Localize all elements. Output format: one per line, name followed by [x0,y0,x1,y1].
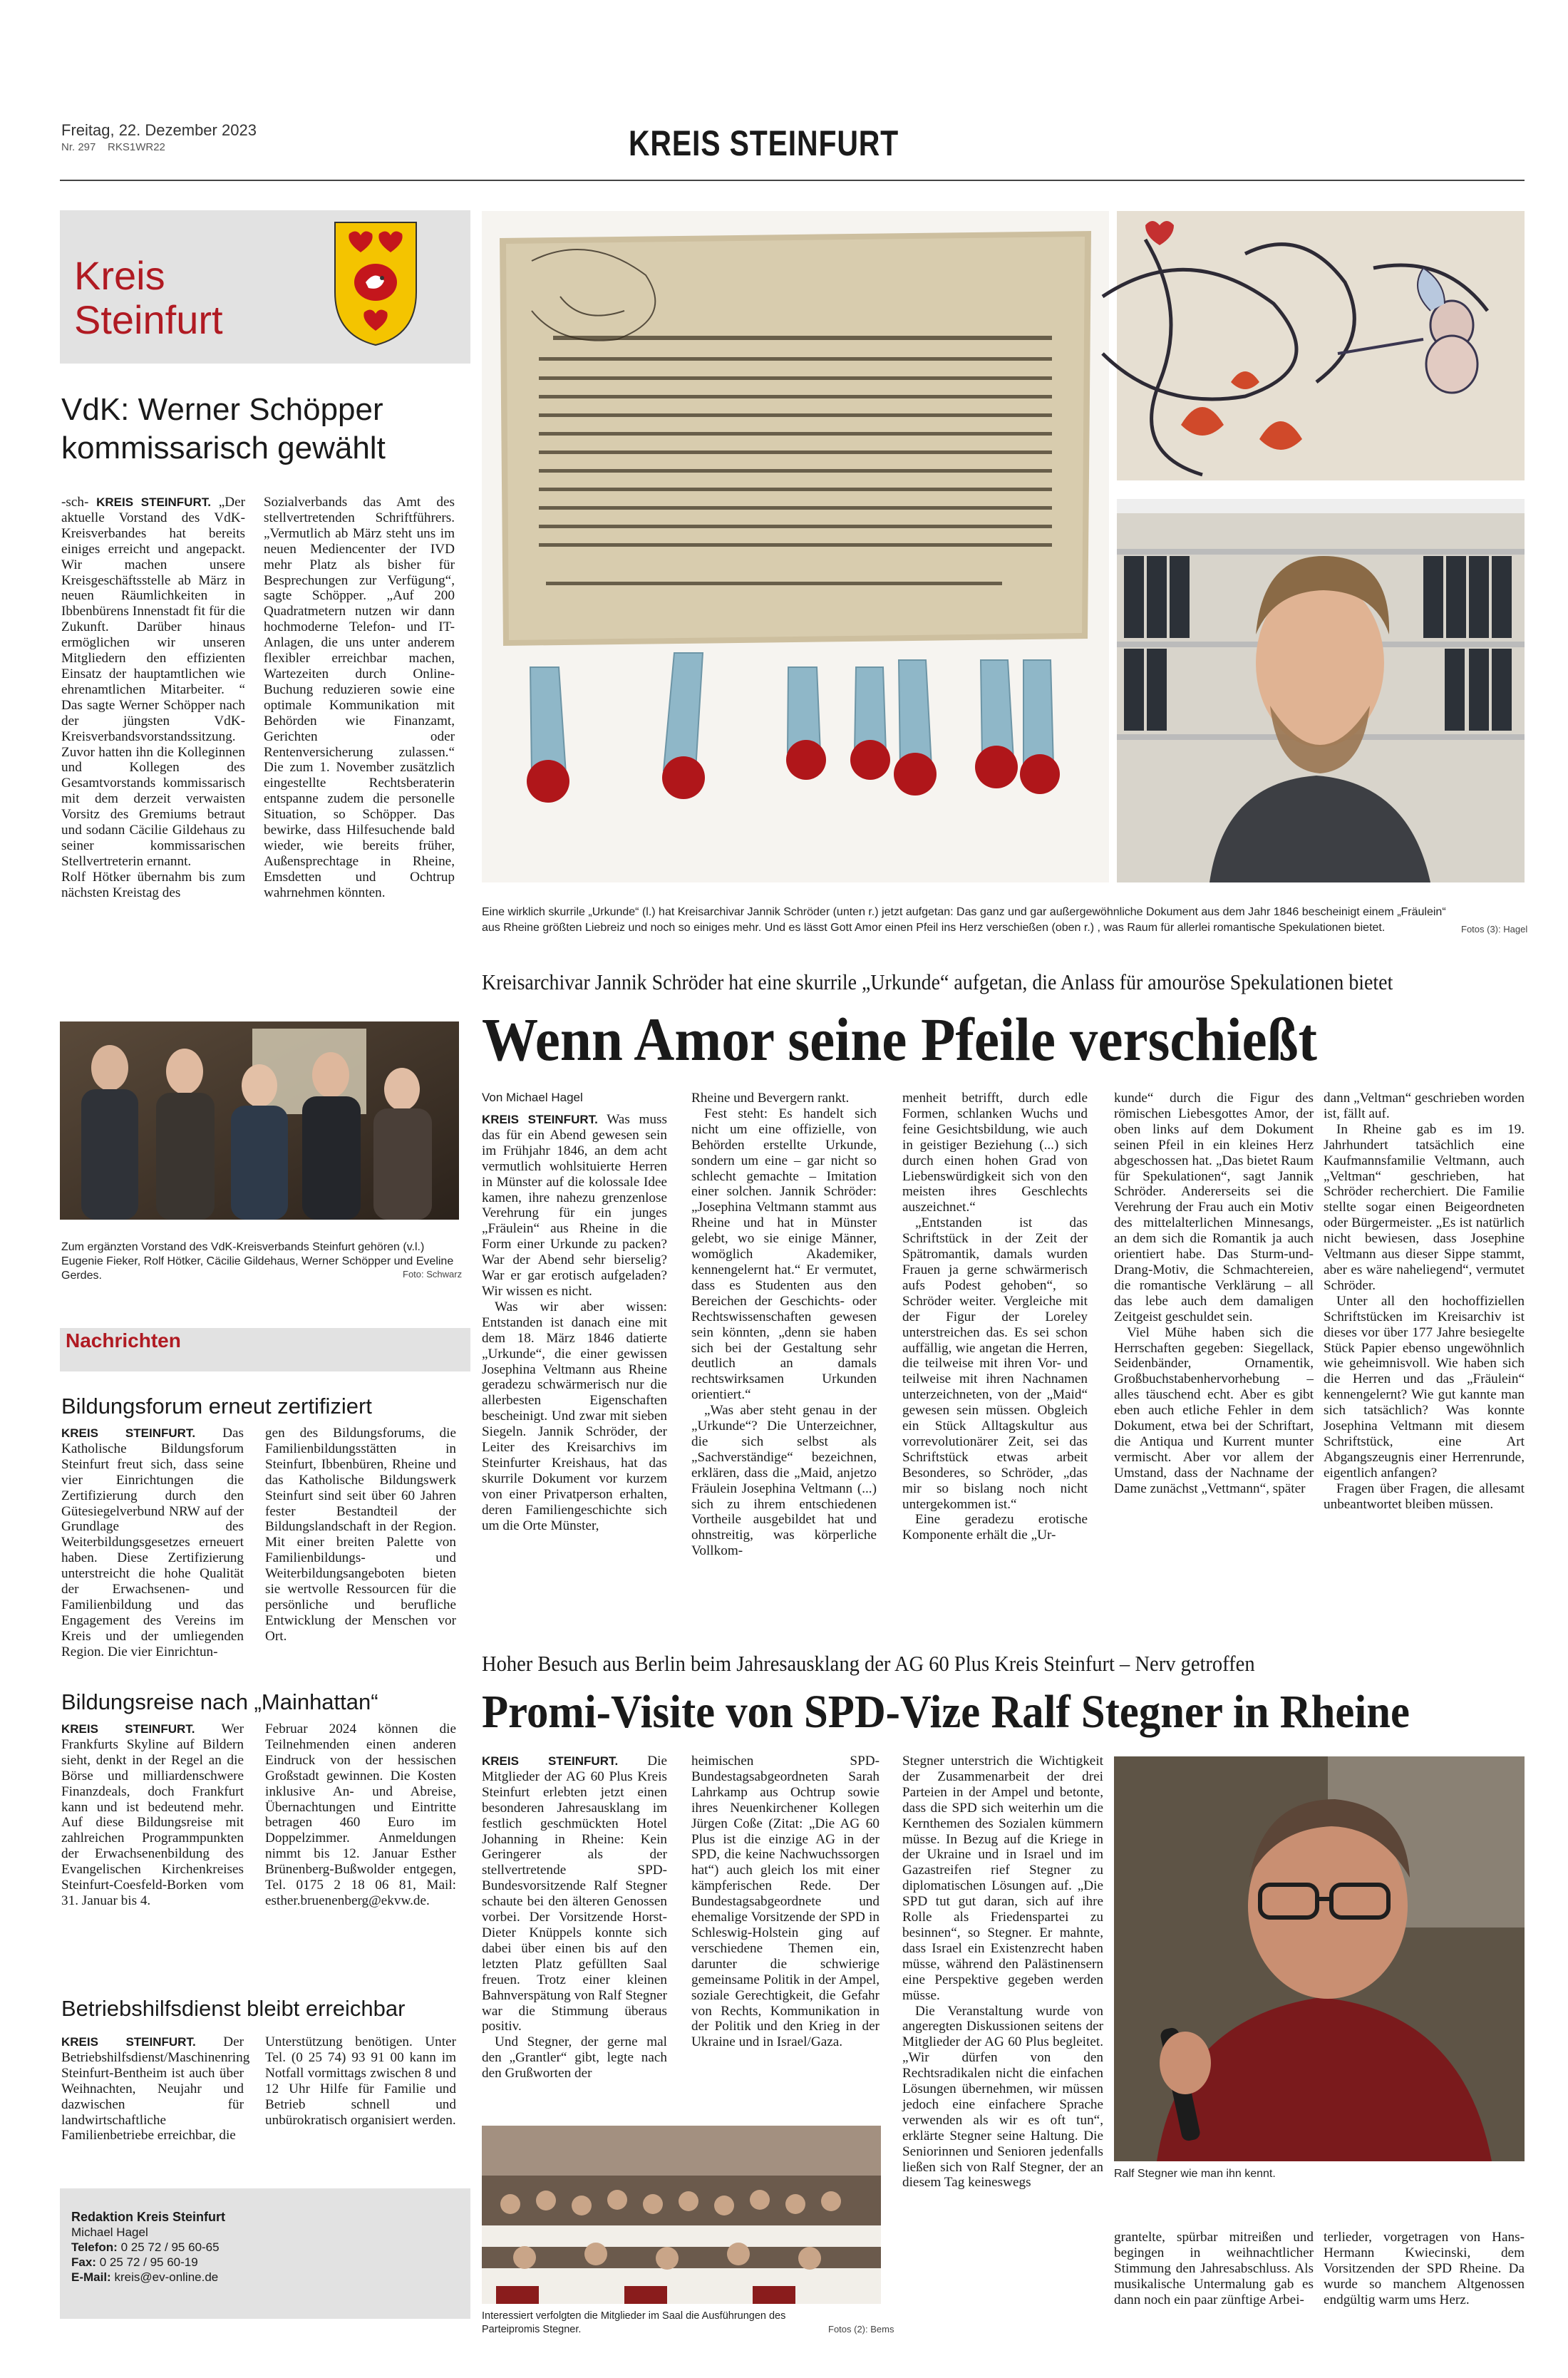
news-2-col-2 [265,1721,456,1908]
news-2-col-1 [61,1721,244,1908]
amor-detail-photo [1117,211,1525,480]
main-col-5 [1324,1091,1525,1512]
paragraph: -sch- KREIS STEINFURT. „Der aktuelle Vorstand des VdK-Kreisverbandes hat bereits einiges erreicht und angepackt. Wir machen unsere Kreisgeschäftsstelle ab März in neuen Räumlichkeiten in Ibbenbürens Innenstadt fit für die Zukunft. Darüber hinaus ermöglichen wir unseren Mitgliedern den effizienten Einsatz der hauptamtlichen wie ehrenamtlichen Mitarbeiter. “ Das sagte Werner Schöpper nach der jüngsten VdK-Kreisverbandsvorstandssitzung. Zuvor hatten ihn die Kolleginnen und Kollegen des Gesamtvorstands kommissarisch mit dem derzeit verwaisten Vorsitz des Gremiums betraut und sodann Cäcilie Gildehaus zu seiner kommissarischen Stellvertreterin ernannt. Rolf Hötker übernahm bis zum nächsten Kreistag des [61,495,245,900]
dateline: KREIS STEINFURT. [61,1426,196,1440]
main-headline: Wenn Amor seine Pfeile verschießt [482,1005,1317,1074]
contact-phone-key: Telefon: [71,2240,118,2254]
body-text [61,1721,244,1909]
main-photo-credit: Fotos (3): Hagel [1461,924,1528,935]
paragraph: Rheine und Bevergern rankt. [691,1091,850,1106]
paragraph: „Entstanden ist das Schriftstück in der Zeit der Spätromantik, damals wurden Frauen ja gerne schwärmerisch aufs Podest gehoben“, so Schröder weiter. Vergleiche mit der Figur der Loreley unterstreichen das. Es sei schon auffällig, wie angetan die Herren, die teilweise mit ihren Vor- und teilweise mit ihren Nachnamen unterzeichneten, von der „Maid“ gewesen sein müssen. Obgleich ein Stück Alltagskultur aus vorrevolutionärer Zeit, sei das Schriftstück etwas arbeit Besonderes, so Schröder, „das mir so bislang noch nicht untergekommen ist.“ [902,1215,1088,1512]
contact-fax [71,2255,225,2270]
body-text [691,1754,880,2050]
paragraph: Viel Mühe haben sich die Herrschaften gegeben: Siegellack, Seidenbänder, Ornamentik, Großbuchstabenhervorhebung – alles täuschend echt. Aber es gibt eben auch etliche Fehler in dem Dokument, etwa bei der Schriftart, die Antiqua und Kurrent munter vermischt. Aber vor allem der Umstand, dass der Nachname der Dame zunächst „Vettmann“, später [1114,1324,1314,1496]
paragraph: dann „Veltman“ geschrieben worden ist, fällt auf. [1324,1091,1525,1121]
body-text [264,495,455,901]
main-byline: Von Michael Hagel [482,1091,583,1104]
stegner-caption: Ralf Stegner wie man ihn kennt. [1114,2168,1276,2180]
body-text [265,1426,456,1644]
contact-fax-value: 0 25 72 / 95 60-19 [99,2255,198,2269]
second-col-5 [1324,2230,1525,2330]
dateline: KREIS STEINFURT. [61,2035,196,2049]
region-title [74,254,223,342]
body-text [1114,1091,1314,1497]
paragraph: KREIS STEINFURT. Was muss das für ein Abend gewesen sein im Frühjahr 1846, an dem acht vermutlich wohlsituierte Herren in Münster auf die kolossale Idee kamen, ihre nahezu grenzenlose Verehrung für ein junges „Fräulein“ aus Rheine in die Form einer Urkunde zu packen? War der Abend sehr bierselig? War er gar erotisch aufgeladen? Wir wissen es nicht. [482,1112,667,1299]
body-text [265,1721,456,1909]
main-col-2 [691,1091,877,1559]
region-title-line-2: Steinfurt [74,297,223,342]
body-text [265,2034,456,2128]
vdk-headline: VdK: Werner Schöpper kommissarisch gewählt [61,392,386,465]
section-title: KREIS STEINFURT [629,123,899,163]
paragraph: Unterstützung benötigen. Unter Tel. (0 25 74) 93 91 00 kann im Notfall vormittags zwischen 8 und 12 Uhr Hilfe für Familie und Betrieb schnell und unbürokratisch organisiert werden. [265,2034,456,2128]
second-col-4 [1114,2230,1314,2330]
news-2-headline: Bildungsreise nach „Mainhattan“ [61,1689,378,1714]
second-col-1 [482,1754,667,2124]
contact-email-value[interactable]: kreis@ev-online.de [114,2270,219,2284]
paragraph: KREIS STEINFURT. Wer Frankfurts Skyline auf Bildern sieht, denkt in der Regel an die Börse und milliardenschwere Finanzdeals, doch Frankfurt kann und ist bedeutend mehr. Auf diese Bildungsreise mit zahlreichen Programmpunkten der Erwachsenenbildung des Evangelischen Kirchenkreises Steinfurt-Coesfeld-Borken vom 31. Januar bis 4. [61,1721,244,1908]
news-1-headline: Bildungsforum erneut zertifiziert [61,1394,372,1419]
contact-title: Redaktion Kreis Steinfurt [71,2210,226,2224]
vdk-group-photo [60,1021,459,1220]
news-1-col-1 [61,1426,244,1659]
paragraph: menheit betrifft, durch edle Formen, schlanken Wuchs und feine Gesichtsbildung, wie auch in geistiger Beziehung (...) sich durch einen hohen Grad von Liebenswürdigkeit sich von den meisten ihres Geschlechts auszeichnet.“ [902,1091,1088,1215]
paragraph: heimischen SPD-Bundestagsabgeordneten Sarah Lahrkamp aus Ochtrup sowie ihres Neuenkirchener Kollegen Jürgen Coße (Zitat: „Die AG 60 Plus ist die einzige AG in der SPD, die keine Nachwuchssorgen hat“) auch gleich los mit einer kämpferischen Rede. Der Bundestagsabgeordnete und ehemalige Vorsitzende der SPD in Schleswig-Holstein ging auf verschiedene Themen ein, darunter die schwierige gemeinsame Politik in der Ampel, soziale Gerechtigkeit, die Gefahr von Rechts, Kommunikation in der Politik und den Krieg in der Ukraine und in Israel/Gaza. [691,1754,880,2050]
paragraph: Fragen über Fragen, die allesamt unbeantwortet bleiben müssen. [1324,1481,1525,1512]
paragraph: Sozialverbands das Amt des stellvertretenden Schriftführers. „Vermutlich ab März steht uns im neuen Mediencenter der IVD mehr Platz als bisher für Besprechungen zur Verfügung“, sagte Schöpper. „Auf 200 Quadratmetern nutzen wir dann hochmoderne Telefon- und IT-Anlagen, die uns unter anderem flexibler erreichbar machen, Wartezeiten durch Online-Buchung reduzieren sowie eine optimale Kommunikation mit Behörden wie Finanzamt, Gerichten oder Rentenversicherung zulassen.“ Die zum 1. November zusätzlich eingestellte Rechtsberaterin entspanne zudem die personelle Situation, so Schöpper. Das bewirke, dass Hilfesuchende bald wieder, wie bereits früher, Außensprechtage in Rheine, Emsdetten und Ochtrup wahrnehmen könnten. [264,495,455,900]
body-text [482,1754,667,2081]
hall-photo [482,2126,881,2304]
contact-info [71,2210,225,2285]
issue-number: Nr. 297 RKS1WR22 [61,141,165,153]
news-3-col-1 [61,2034,250,2156]
coat-of-arms-icon [334,221,418,346]
paragraph: kunde“ durch die Figur des römischen Liebesgottes Amor, der oben links auf dem Dokument seinen Pfeil in ein kleines Herz abgeschossen hat. „Das bietet Raum für Spekulationen“, sagt Jannik Schröder. Andererseits sei die Verehrung der Frau auch ein Motiv des mittelalterlichen Minnesangs, an dem sich die Romantik ja auch orientiert habe. Das Sturm-und-Drang-Motiv, die Schmachtereien, die romantische Verklärung – all das lebe auch dem damaligen Zeitgeist geschuldet sein. [1114,1091,1314,1324]
body-text [61,1426,244,1660]
paragraph: Februar 2024 können die Teilnehmenden einen anderen Eindruck von der hessischen Großstadt gewinnen. Die Kosten inklusive An- und Abreise, Übernachtungen und Eintritte betragen 460 Euro im Doppelzimmer. Anmeldungen nimmt bis 12. Januar Esther Brünenberg-Bußwolder entgegen, Tel. 0175 2 18 06 81, Mail: esther.bruenenberg@ekvw.de. [265,1721,456,1908]
main-col-1 [482,1112,667,1533]
dateline: KREIS STEINFURT. [482,1113,598,1126]
body-text [1114,2230,1314,2308]
dateline: KREIS STEINFURT. [482,1754,619,1768]
paragraph: In Rheine gab es im 19. Jahrhundert tatsächlich eine Kaufmannsfamilie Veltmann, auch „Veltman“ geschrieben, hat Schröder recherchiert. Die Familie stellte sogar einen Beigeordneten oder Bürgermeister. „Es ist natürlich nicht bewiesen, dass Josephine Veltmann aus dieser Sippe stammt, aber es wäre naheliegend“, vermutet Schröder. [1324,1121,1525,1293]
main-col-4 [1114,1091,1314,1496]
issue-date: Freitag, 22. Dezember 2023 [61,121,257,139]
body-text [1324,1091,1525,1512]
paragraph: „Was aber steht genau in der „Urkunde“? Die Unterzeichner, die sich selbst als „Sachverständige“ bezeichnen, erklären, dass die „Maid, anjetzo Fräulein Josephina Veltmann (...) sich zu ihrem entschiedenen Vortheile ausgebildet hat und ohnstreitig, was körperliche Vollkom- [691,1403,877,1559]
archivist-photo [1117,499,1525,882]
news-3-col-2 [265,2034,456,2156]
contact-email-key: E-Mail: [71,2270,111,2284]
contact-phone [71,2240,225,2255]
vdk-col-1 [61,495,245,1001]
paragraph: Eine geradezu erotische Komponente erhält die „Ur- [902,1512,1088,1543]
vdk-col-2 [264,495,455,1001]
body-text [691,1091,877,1559]
second-col-3 [902,1754,1103,2331]
certificate-photo [482,211,1109,882]
second-kicker: Hoher Besuch aus Berlin beim Jahresausklang der AG 60 Plus Kreis Steinfurt – Nerv getroffen [482,1651,1255,1676]
hall-credit: Fotos (2): Bems [828,2324,894,2335]
news-1-col-2 [265,1426,456,1644]
paragraph: Und Stegner, der gerne mal den „Grantler“ gibt, legte nach den Grußworten der [482,2034,667,2081]
second-col-2 [691,1754,880,2124]
dateline: KREIS STEINFURT. [96,495,211,509]
paragraph: grantelte, spürbar mitreißen und begingen in weihnachtlicher Stimmung den Jahresabschluss. Als musikalische Untermalung gab es dann noch ein paar zünftige Arbei- [1114,2230,1314,2307]
vdk-photo-credit: Foto: Schwarz [403,1269,463,1280]
contact-phone-value: 0 25 72 / 95 60-65 [120,2240,220,2254]
contact-fax-key: Fax: [71,2255,96,2269]
paragraph: Was wir aber wissen: Entstanden ist danach eine mit dem 18. März 1846 datierte „Urkunde“, die einer gewissen Josephina Veltmann aus Rheine geradezu schwärmerisch nur die allerbesten Eigenschaften bescheinigt. Und zwar mit sieben Siegeln. Jannik Schröder, der Leiter des Kreisarchivs im Steinfurter Kreishaus, hat das skurrile Dokument vor kurzem von einer Privatperson erhalten, deren Familiengeschichte sich um die Orte Münster, [482,1299,667,1533]
paragraph: KREIS STEINFURT. Das Katholische Bildungsforum Steinfurt freut sich, dass seine vier Einrichtungen die Zertifizierung durch den Gütesiegelverbund NRW auf der Grundlage des Weiterbildungsgesetzes erneuert haben. Diese Zertifizierung unterstreicht die hohe Qualität der Erwachsenen- und Familienbildung und das Engagement des Vereins im Kreis und der umliegenden Region. Die vier Einrichtun- [61,1426,244,1659]
paragraph: gen des Bildungsforums, die Familienbildungsstätten in Steinfurt, Ibbenbüren, Rheine und das Katholische Bildungswerk Steinfurt sind seit über 60 Jahren fester Bestandteil der Bildungslandschaft in der Region. Mit einer breiten Palette von Familienbildungs- und Weiterbildungsangeboten bieten sie wertvolle Ressourcen für die persönliche und berufliche Entwicklung der Menschen vor Ort. [265,1426,456,1644]
stegner-photo [1114,1756,1525,2161]
main-photo-caption: Eine wirklich skurrile „Urkunde“ (l.) hat Kreisarchivar Jannik Schröder (unten r.) jetzt aufgetan: Das ganz und gar außergewöhnliche Dokument aus dem Jahr 1846 bescheinigt einem „Fräulein“ aus Rheine größten Liebreiz und noch so einiges mehr. Und es lässt Gott Amor einen Pfeil ins Herz verschießen (oben r.) , was Raum für allerlei romantische Spekulationen bietet. [482,906,1446,934]
paragraph: Die Veranstaltung wurde von angeregten Diskussionen seitens der Mitglieder der AG 60 Plus begleitet. „Wir dürfen von den Rechtsradikalen nicht die einfachen Lösungen übernehmen, wir müssen jedoch eine einfachere Sprache verwenden als wir es oft tun“, erklärte Stegner seine Haltung. Die Seniorinnen und Senioren jedenfalls ließen sich von Ralf Stegner, der an diesem Tag keineswegs [902,2003,1103,2191]
contact-name: Michael Hagel [71,2225,148,2239]
paragraph: KREIS STEINFURT. Die Mitglieder der AG 60 Plus Kreis Steinfurt erlebten jetzt einen besonderen Jahresausklang im festlich geschmückten Hotel Johanning in Rheine: Kein Geringerer als der stellvertretende SPD-Bundesvorsitzende Ralf Stegner schaute bei den älteren Genossen vorbei. Der Vorsitzende Horst-Dieter Knüppels konnte sich dabei über einen bis auf den letzten Platz gefüllten Saal freuen. Trotz einer kleinen Bahnverspätung von Ralf Stegner war die Stimmung überaus positiv. [482,1754,667,2034]
header-rule [60,180,1525,181]
main-kicker: Kreisarchivar Jannik Schröder hat eine skurrile „Urkunde“ aufgetan, die Anlass für amouröse Spekulationen bietet [482,969,1393,994]
body-text [61,495,245,901]
paragraph: Fest steht: Es handelt sich nicht um eine offizielle, von Behörden erstellte Urkunde, sondern um eine – gar nicht so schlecht gemachte – Imitation einer solchen. Jannik Schröder: „Josephina Veltmann stammt aus Rheine und hat in Münster gelebt, wo sie einige Männer, womöglich Akademiker, kennengelernt hat.“ Er vermutet, dass es Studenten aus den Bereichen der Geschichts- oder Rechtswissenschaften gewesen sein könnten, „denn sie haben sich bei der Gestaltung sehr deutlich an damals rechtswirksamen Urkunden orientiert.“ [691,1106,877,1403]
contact-email [71,2270,225,2285]
news-label-bar [60,1326,470,1357]
body-text [902,1091,1088,1543]
paragraph: terlieder, vorgetragen von Hans-Hermann Kwiecinski, dem Vorsitzenden der SPD Rheine. Da wurde so manchem Altgenossen endgültig warm ums Herz. [1324,2230,1525,2307]
body-text [1324,2230,1525,2308]
body-text [482,1112,667,1533]
dateline: KREIS STEINFURT. [61,1722,195,1736]
second-headline: Promi-Visite von SPD-Vize Ralf Stegner in Rheine [482,1686,1410,1738]
paragraph: Unter all den hochoffiziellen Schriftstücken im Kreisarchiv ist dieses vor über 177 Jahre besiegelte Stück Papier ebenso ungewöhnlich wie geheimnisvoll. Wie haben sich die Herren und das „Fräulein“ kennengelernt? Wie gut kannte man sich tatsächlich? Was konnte Josephina Veltmann mit diesem Schriftstück, eine Art Abgangszeugnis einer Herrenrunde, eigentlich anfangen? [1324,1293,1525,1481]
main-col-3 [902,1091,1088,1543]
hall-caption: Interessiert verfolgten die Mitglieder im Saal die Ausführungen des Parteipromis Stegner. [482,2310,786,2335]
region-title-line-1: Kreis [74,253,165,298]
body-text [61,2034,250,2143]
news-label: Nachrichten [66,1329,181,1352]
vdk-photo-caption: Zum ergänzten Vorstand des VdK-Kreisverbands Steinfurt gehören (v.l.) Eugenie Fieker, Rolf Hötker, Cäcilie Gildehaus, Werner Schöpper und Eveline Gerdes. [61,1241,454,1282]
body-text [902,1754,1103,2191]
paragraph: Stegner unterstrich die Wichtigkeit der Zusammenarbeit der drei Parteien in der Ampel und betonte, dass die SPD sich weiterhin um die Kernthemen des Sozialen kümmern müsse. In Bezug auf die Kriege in der Ukraine und in Israel und im Gazastreifen rief Stegner zu diplomatischen Lösungen auf. „Die SPD tut gut daran, sich auf ihre Rolle als Friedenspartei zu besinnen“, so Stegner. Er mahnte, dass Israel ein Existenzrecht haben müsse, während den Palästinensern eine Perspektive gegeben werden müsse. [902,1754,1103,2003]
paragraph: KREIS STEINFURT. Der Betriebshilfsdienst/Maschinenring Steinfurt-Bentheim ist auch über Weihnachten, Neujahr und dazwischen für landwirtschaftliche Familienbetriebe erreichbar, die [61,2034,250,2143]
news-3-headline: Betriebshilfsdienst bleibt erreichbar [61,1996,406,2021]
